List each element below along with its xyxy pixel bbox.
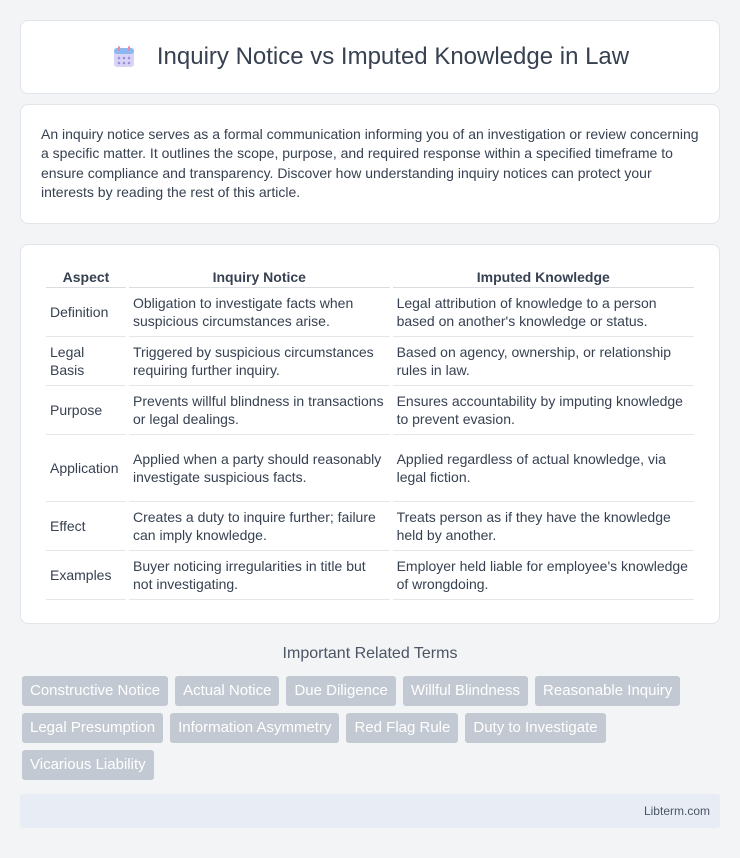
aspect-cell: Purpose (46, 386, 126, 435)
imputed-knowledge-cell: Legal attribution of knowledge to a person based on another's knowledge or status. (393, 288, 694, 337)
inquiry-notice-cell: Prevents willful blindness in transactions or legal dealings. (129, 386, 390, 435)
aspect-cell: Examples (46, 551, 126, 600)
table-header-row (46, 265, 694, 288)
inquiry-notice-cell: Buyer noticing irregularities in title but not investigating. (129, 551, 390, 600)
related-term-tag[interactable]: Actual Notice (175, 676, 279, 706)
comparison-card (20, 244, 720, 624)
column-header: Imputed Knowledge (393, 265, 694, 288)
inquiry-notice-cell: Applied when a party should reasonably investigate suspicious facts. (129, 435, 390, 502)
comparison-table (43, 265, 697, 600)
table-row (46, 337, 694, 386)
table-row (46, 502, 694, 551)
footer-site-link[interactable]: Libterm.com (643, 804, 710, 818)
aspect-cell: Definition (46, 288, 126, 337)
related-term-tag[interactable]: Due Diligence (286, 676, 395, 706)
imputed-knowledge-cell: Applied regardless of actual knowledge, via legal fiction. (393, 435, 694, 502)
column-header: Aspect (46, 265, 126, 288)
related-term-tag[interactable]: Constructive Notice (22, 676, 168, 706)
calendar-icon (111, 44, 137, 70)
imputed-knowledge-cell: Ensures accountability by imputing knowledge to prevent evasion. (393, 386, 694, 435)
related-term-tag[interactable]: Information Asymmetry (170, 713, 339, 743)
aspect-cell: Application (46, 435, 126, 502)
inquiry-notice-cell: Creates a duty to inquire further; failure can imply knowledge. (129, 502, 390, 551)
related-terms-list (22, 676, 722, 787)
aspect-cell: Effect (46, 502, 126, 551)
intro-paragraph: An inquiry notice serves as a formal communication informing you of an investigation or review concerning a specific matter. It outlines the scope, purpose, and required response within a specified timeframe to ensure compliance and transparency. Discover how understanding inquiry notices can protect your interests by reading the rest of this article. (41, 126, 699, 201)
related-term-tag[interactable]: Red Flag Rule (346, 713, 458, 743)
table-row (46, 288, 694, 337)
table-row (46, 386, 694, 435)
imputed-knowledge-cell: Treats person as if they have the knowledge held by another. (393, 502, 694, 551)
intro-card (20, 104, 720, 224)
inquiry-notice-cell: Triggered by suspicious circumstances requiring further inquiry. (129, 337, 390, 386)
table-row (46, 435, 694, 502)
imputed-knowledge-cell: Based on agency, ownership, or relationship rules in law. (393, 337, 694, 386)
column-header: Inquiry Notice (129, 265, 390, 288)
table-row (46, 551, 694, 600)
aspect-cell: Legal Basis (46, 337, 126, 386)
inquiry-notice-cell: Obligation to investigate facts when suspicious circumstances arise. (129, 288, 390, 337)
table-body (46, 288, 694, 600)
page-title: Inquiry Notice vs Imputed Knowledge in Law (156, 43, 630, 70)
title-card (20, 20, 720, 94)
related-terms-title: Important Related Terms (282, 645, 458, 662)
related-term-tag[interactable]: Vicarious Liability (22, 750, 154, 780)
imputed-knowledge-cell: Employer held liable for employee's knowledge of wrongdoing. (393, 551, 694, 600)
related-term-tag[interactable]: Willful Blindness (403, 676, 528, 706)
related-term-tag[interactable]: Legal Presumption (22, 713, 163, 743)
related-term-tag[interactable]: Duty to Investigate (465, 713, 605, 743)
footer (20, 794, 720, 828)
related-term-tag[interactable]: Reasonable Inquiry (535, 676, 680, 706)
